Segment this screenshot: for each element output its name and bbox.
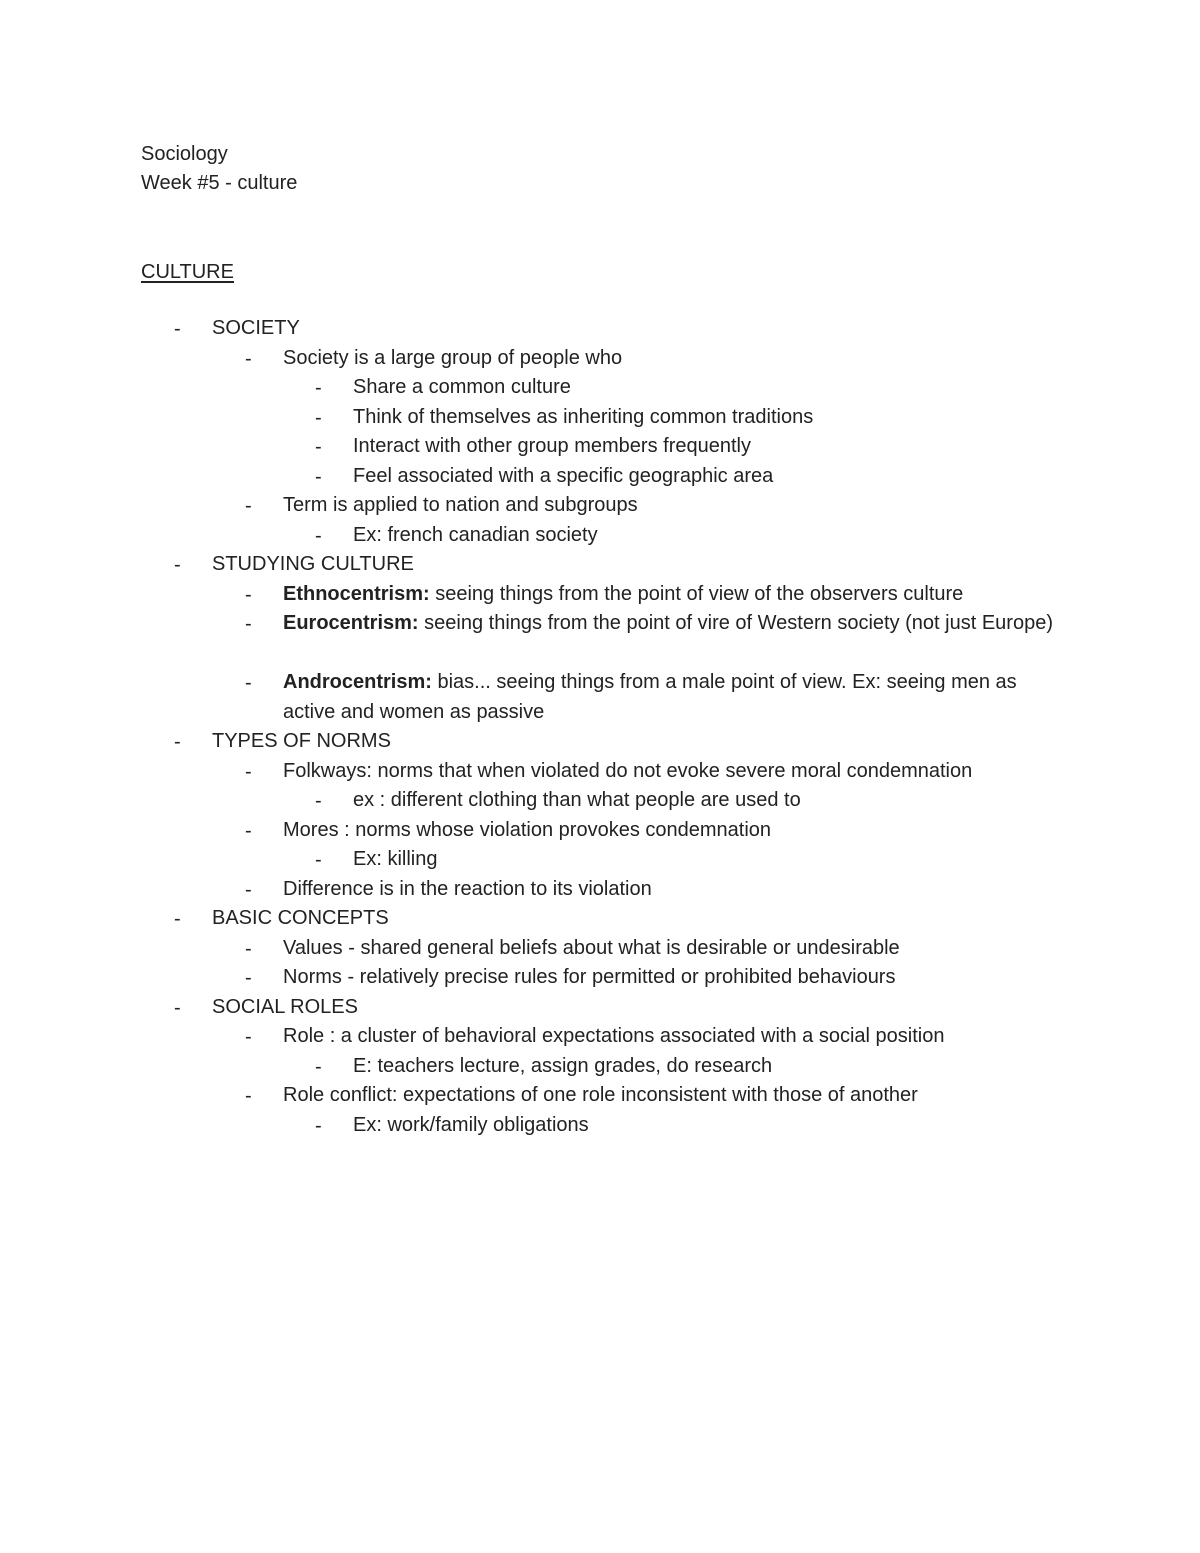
item-body: Difference is in the reaction to its violation xyxy=(283,877,652,900)
bullet-dash: - xyxy=(245,613,252,635)
bullet-dash: - xyxy=(245,819,252,842)
item-body: Norms - relatively precise rules for permitted or prohibited behaviours xyxy=(283,966,896,988)
list-item-text xyxy=(283,1022,1063,1052)
bullet-dash: - xyxy=(315,849,322,871)
list-item-text xyxy=(353,786,1073,816)
list-item-text xyxy=(353,403,1073,433)
document-subtitle: Week #5 - culture xyxy=(141,172,298,194)
item-body: SOCIAL ROLES xyxy=(212,995,358,1018)
bullet-dash: - xyxy=(245,937,252,960)
bullet-dash: - xyxy=(315,436,322,458)
list-item-text xyxy=(353,845,1073,875)
item-body: Interact with other group members frequently xyxy=(353,435,751,457)
list-item-text xyxy=(283,963,1063,993)
bullet-dash: - xyxy=(174,318,181,340)
list-item-text xyxy=(353,432,1073,462)
item-body: seeing things from the point of vire of Western society (not just Europe) xyxy=(418,612,1053,634)
item-body: Think of themselves as inheriting common traditions xyxy=(353,405,814,428)
list-item-text xyxy=(283,580,1063,610)
list-item-text xyxy=(353,1111,1073,1141)
bullet-dash: - xyxy=(315,1114,322,1137)
bullet-dash: - xyxy=(245,347,252,370)
item-body: Feel associated with a specific geographic area xyxy=(353,464,774,487)
list-item-text xyxy=(212,314,1052,344)
item-body: Values - shared general beliefs about what is desirable or undesirable xyxy=(283,936,900,959)
list-item-text xyxy=(212,727,1052,757)
bullet-dash: - xyxy=(315,406,322,429)
list-item-text xyxy=(283,816,1063,846)
list-item-text xyxy=(353,1052,1073,1082)
list-item-text xyxy=(283,609,1063,639)
bullet-dash: - xyxy=(174,996,181,1019)
item-body: Folkways: norms that when violated do not evoke severe moral condemnation xyxy=(283,759,973,782)
bullet-dash: - xyxy=(315,465,322,488)
term-label: Androcentrism: xyxy=(283,671,432,693)
bullet-dash: - xyxy=(174,908,181,930)
item-body: Share a common culture xyxy=(353,376,571,398)
document-title: Sociology xyxy=(141,143,228,165)
bullet-dash: - xyxy=(315,377,322,399)
list-item-text xyxy=(283,934,1063,964)
section-heading: CULTURE xyxy=(141,261,234,283)
bullet-dash: - xyxy=(315,1055,322,1078)
list-item-text xyxy=(283,344,1063,374)
item-body: bias... seeing things from a male point of view. Ex: seeing men as active and women as passive xyxy=(283,671,1017,723)
item-body: Ex: killing xyxy=(353,848,438,870)
bullet-dash: - xyxy=(174,554,181,576)
item-body: BASIC CONCEPTS xyxy=(212,907,389,929)
list-item-text xyxy=(283,757,1063,787)
bullet-dash: - xyxy=(245,760,252,783)
term-label: Eurocentrism: xyxy=(283,612,419,634)
item-body: Term is applied to nation and subgroups xyxy=(283,494,638,516)
list-item-text xyxy=(283,491,1063,521)
item-body: Ex: french canadian society xyxy=(353,523,598,546)
bullet-dash: - xyxy=(315,790,322,812)
list-item-text xyxy=(212,550,1052,580)
list-item-text xyxy=(353,462,1073,492)
bullet-dash: - xyxy=(174,731,181,753)
item-body: Role conflict: expectations of one role inconsistent with those of another xyxy=(283,1084,918,1106)
bullet-dash: - xyxy=(245,878,252,901)
item-body: ex : different clothing than what people are used to xyxy=(353,789,801,811)
bullet-dash: - xyxy=(245,672,252,694)
list-item-text xyxy=(283,668,1063,727)
term-label: Ethnocentrism: xyxy=(283,582,430,605)
bullet-dash: - xyxy=(245,583,252,606)
list-item-text xyxy=(212,904,1052,934)
bullet-dash: - xyxy=(245,495,252,517)
item-body: Mores : norms whose violation provokes condemnation xyxy=(283,818,772,841)
item-body: Role : a cluster of behavioral expectations associated with a social position xyxy=(283,1025,945,1047)
item-body: Ex: work/family obligations xyxy=(353,1113,589,1136)
item-body: STUDYING CULTURE xyxy=(212,553,414,575)
bullet-dash: - xyxy=(315,524,322,547)
bullet-dash: - xyxy=(245,1085,252,1107)
bullet-dash: - xyxy=(245,967,252,989)
list-item-text xyxy=(353,521,1073,551)
bullet-dash: - xyxy=(245,1026,252,1048)
item-body: Society is a large group of people who xyxy=(283,346,623,369)
list-item-text xyxy=(283,875,1063,905)
item-body: SOCIETY xyxy=(212,317,300,339)
item-body: seeing things from the point of view of the observers culture xyxy=(429,582,964,605)
list-item-text xyxy=(283,1081,1063,1111)
item-body: TYPES OF NORMS xyxy=(212,730,391,752)
list-item-text xyxy=(212,993,1052,1023)
list-item-text xyxy=(353,373,1073,403)
item-body: E: teachers lecture, assign grades, do research xyxy=(353,1054,773,1077)
